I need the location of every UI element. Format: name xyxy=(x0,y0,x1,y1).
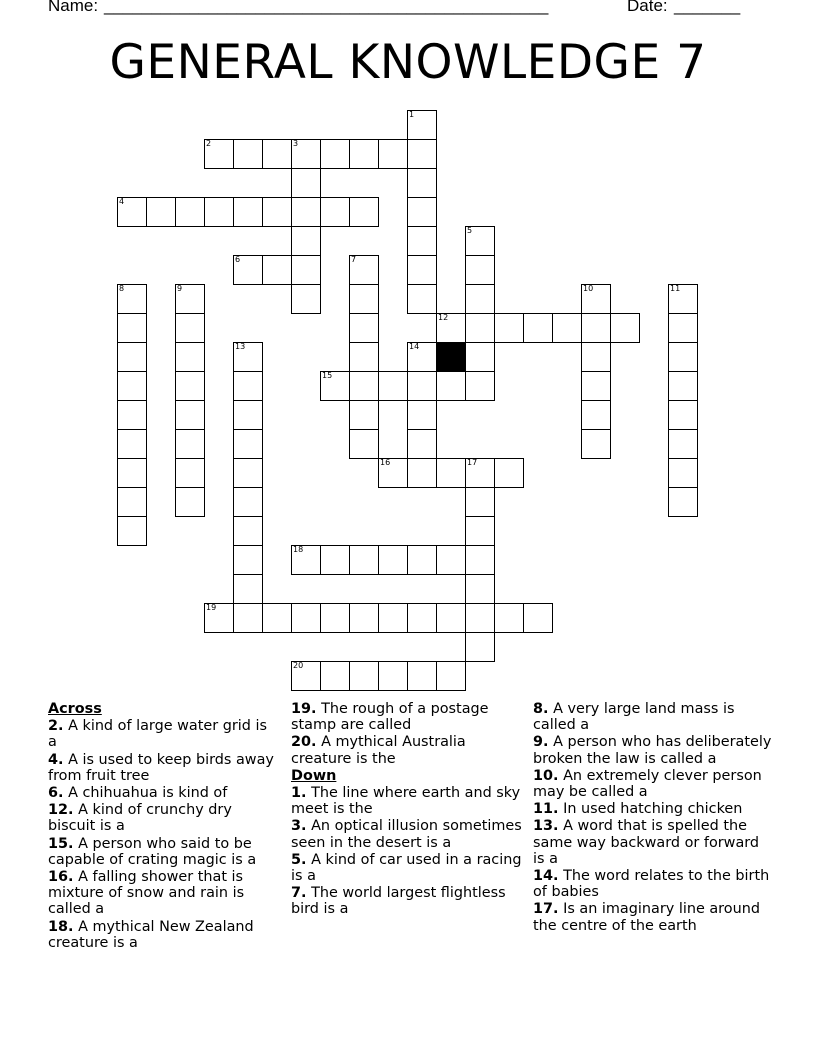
grid-cell[interactable] xyxy=(349,603,379,633)
grid-cell[interactable] xyxy=(407,371,437,401)
clue-down-3: 3. An optical illusion sometimes seen in the desert is a xyxy=(291,818,522,851)
clue-number: 12 xyxy=(438,313,449,322)
grid-cell[interactable] xyxy=(233,255,263,285)
grid-cell[interactable] xyxy=(204,139,234,169)
grid-cell[interactable] xyxy=(581,313,611,343)
grid-cell[interactable] xyxy=(494,313,524,343)
grid-cell[interactable] xyxy=(465,603,495,633)
clue-number: 16 xyxy=(380,458,391,467)
grid-cell[interactable] xyxy=(117,516,147,546)
grid-cell[interactable] xyxy=(349,197,379,227)
clue-down-13: 13. A word that is spelled the same way backward or forward is a xyxy=(533,818,760,867)
clue-down-1: 1. The line where earth and sky meet is the xyxy=(291,785,521,818)
grid-cell[interactable] xyxy=(668,371,698,401)
grid-cell[interactable] xyxy=(291,139,321,169)
grid-cell[interactable] xyxy=(204,197,234,227)
grid-cell[interactable] xyxy=(436,603,466,633)
across-heading: Across xyxy=(48,701,102,717)
clue-number: 5 xyxy=(467,226,473,235)
grid-cell[interactable] xyxy=(465,284,495,314)
clue-number: 15 xyxy=(322,371,333,380)
clues-column-1 xyxy=(48,700,276,951)
grid-cell[interactable] xyxy=(349,342,379,372)
grid-cell[interactable] xyxy=(233,574,263,604)
grid-cell[interactable] xyxy=(581,371,611,401)
page-title: GENERAL KNOWLEDGE 7 xyxy=(109,35,707,90)
clue-down-10: 10. An extremely clever person may be called a xyxy=(533,767,762,801)
grid-cell[interactable] xyxy=(233,603,263,633)
grid-cell[interactable] xyxy=(291,226,321,256)
grid-cell[interactable] xyxy=(320,197,350,227)
grid-cell[interactable] xyxy=(349,371,379,401)
grid-cell[interactable] xyxy=(465,487,495,517)
clue-number: 14 xyxy=(409,342,420,351)
grid-cell[interactable] xyxy=(523,603,553,633)
grid-cell[interactable] xyxy=(320,139,350,169)
grid-cell[interactable] xyxy=(378,139,408,169)
name-label: Name: xyxy=(48,0,99,15)
grid-cell[interactable] xyxy=(233,197,263,227)
grid-cell[interactable] xyxy=(407,458,437,488)
grid-cell[interactable] xyxy=(349,545,379,575)
grid-cell[interactable] xyxy=(407,255,437,285)
clue-down-8: 8. A very large land mass is called a xyxy=(533,701,735,734)
grid-cell[interactable] xyxy=(465,458,495,488)
clue-number: 1 xyxy=(409,110,415,119)
grid-cell[interactable] xyxy=(668,342,698,372)
date-label: Date: xyxy=(627,0,668,15)
grid-cell[interactable] xyxy=(117,197,147,227)
grid-cell[interactable] xyxy=(407,429,437,459)
grid-cell[interactable] xyxy=(465,313,495,343)
date-blank[interactable]: _______ xyxy=(674,0,741,15)
grid-cell[interactable] xyxy=(175,342,205,372)
grid-cell[interactable] xyxy=(262,197,292,227)
clue-number: 8 xyxy=(119,284,125,293)
grid-cell[interactable] xyxy=(494,458,524,488)
grid-cell[interactable] xyxy=(117,284,147,314)
grid-cell[interactable] xyxy=(204,603,234,633)
clue-number: 19 xyxy=(206,603,217,612)
grid-cell[interactable] xyxy=(465,255,495,285)
clue-across-19: 19. The rough of a postage stamp are called xyxy=(291,701,489,734)
grid-cell[interactable] xyxy=(668,284,698,314)
grid-cell[interactable] xyxy=(291,197,321,227)
grid-cell[interactable] xyxy=(117,371,147,401)
grid-cell[interactable] xyxy=(175,429,205,459)
grid-cell[interactable] xyxy=(349,139,379,169)
grid-cell[interactable] xyxy=(233,458,263,488)
grid-cell[interactable] xyxy=(233,139,263,169)
clue-across-2: 2. A kind of large water grid is a xyxy=(48,718,267,751)
grid-cell[interactable] xyxy=(175,313,205,343)
grid-cell[interactable] xyxy=(436,661,466,691)
grid-cell[interactable] xyxy=(378,661,408,691)
grid-cell[interactable] xyxy=(117,487,147,517)
grid-cell[interactable] xyxy=(407,197,437,227)
grid-cell[interactable] xyxy=(436,545,466,575)
clues-column-3 xyxy=(533,700,773,934)
clue-across-18: 18. A mythical New Zealand creature is a xyxy=(48,918,254,951)
clue-across-15: 15. A person who said to be capable of crating magic is a xyxy=(48,835,257,868)
clue-number: 11 xyxy=(670,284,681,293)
grid-cell[interactable] xyxy=(349,255,379,285)
clue-across-16: 16. A falling shower that is mixture of snow and rain is called a xyxy=(48,869,245,918)
grid-cell[interactable] xyxy=(378,371,408,401)
grid-cell[interactable] xyxy=(494,603,524,633)
grid-cell[interactable] xyxy=(407,168,437,198)
clue-number: 3 xyxy=(293,139,299,148)
grid-cell[interactable] xyxy=(291,284,321,314)
grid-cell[interactable] xyxy=(117,400,147,430)
clue-number: 18 xyxy=(293,545,304,554)
grid-cell[interactable] xyxy=(407,110,437,140)
grid-cell[interactable] xyxy=(407,400,437,430)
grid-cell[interactable] xyxy=(581,429,611,459)
grid-cell[interactable] xyxy=(117,458,147,488)
grid-cell[interactable] xyxy=(291,168,321,198)
grid-cell[interactable] xyxy=(175,197,205,227)
grid-cell[interactable] xyxy=(175,458,205,488)
clue-number: 4 xyxy=(119,197,125,206)
grid-cell[interactable] xyxy=(407,342,437,372)
grid-cell[interactable] xyxy=(523,313,553,343)
clue-number: 20 xyxy=(293,661,304,670)
grid-cell[interactable] xyxy=(610,313,640,343)
clue-number: 2 xyxy=(206,139,212,148)
grid-cell[interactable] xyxy=(175,284,205,314)
grid-cell[interactable] xyxy=(233,545,263,575)
grid-cell[interactable] xyxy=(233,342,263,372)
grid-cell[interactable] xyxy=(436,313,466,343)
grid-cell[interactable] xyxy=(465,226,495,256)
grid-cell[interactable] xyxy=(407,284,437,314)
grid-cell[interactable] xyxy=(117,313,147,343)
clue-down-9: 9. A person who has deliberately broken the law is called a xyxy=(533,734,772,767)
grid-cell[interactable] xyxy=(320,603,350,633)
clue-across-4: 4. A is used to keep birds away from fruit tree xyxy=(48,751,274,784)
grid-cell[interactable] xyxy=(291,545,321,575)
black-square xyxy=(436,342,466,372)
grid-cell[interactable] xyxy=(233,516,263,546)
grid-cell[interactable] xyxy=(320,545,350,575)
grid-cell[interactable] xyxy=(291,603,321,633)
grid-cell[interactable] xyxy=(349,661,379,691)
grid-cell[interactable] xyxy=(233,429,263,459)
name-blank[interactable]: _______________________________________________ xyxy=(104,0,549,15)
grid-cell[interactable] xyxy=(378,545,408,575)
grid-cell[interactable] xyxy=(262,603,292,633)
clue-number: 17 xyxy=(467,458,478,467)
clue-down-14: 14. The word relates to the birth of babies xyxy=(533,868,770,901)
grid-cell[interactable] xyxy=(407,603,437,633)
grid-cell[interactable] xyxy=(349,313,379,343)
grid-cell[interactable] xyxy=(407,661,437,691)
grid-cell[interactable] xyxy=(465,371,495,401)
clue-across-20: 20. A mythical Australia creature is the xyxy=(291,734,466,767)
clue-number: 7 xyxy=(351,255,357,264)
grid-cell[interactable] xyxy=(581,342,611,372)
grid-cell[interactable] xyxy=(291,661,321,691)
clues-column-2 xyxy=(291,700,527,918)
grid-cell[interactable] xyxy=(175,400,205,430)
clue-number: 6 xyxy=(235,255,241,264)
grid-cell[interactable] xyxy=(668,487,698,517)
grid-cell[interactable] xyxy=(262,255,292,285)
grid-cell[interactable] xyxy=(117,342,147,372)
grid-cell[interactable] xyxy=(233,487,263,517)
grid-cell[interactable] xyxy=(436,371,466,401)
grid-cell[interactable] xyxy=(668,458,698,488)
clue-down-5: 5. A kind of car used in a racing is a xyxy=(291,851,522,885)
grid-cell[interactable] xyxy=(378,458,408,488)
clue-number: 9 xyxy=(177,284,183,293)
clue-across-6: 6. A chihuahua is kind of xyxy=(48,785,228,802)
grid-cell[interactable] xyxy=(349,284,379,314)
grid-cell[interactable] xyxy=(581,284,611,314)
grid-cell[interactable] xyxy=(407,139,437,169)
grid-cell[interactable] xyxy=(349,400,379,430)
grid-cell[interactable] xyxy=(233,371,263,401)
clue-number: 10 xyxy=(583,284,594,293)
grid-cell[interactable] xyxy=(349,429,379,459)
grid-cell[interactable] xyxy=(233,400,263,430)
grid-cell[interactable] xyxy=(668,429,698,459)
grid-cell[interactable] xyxy=(291,255,321,285)
grid-cell[interactable] xyxy=(378,603,408,633)
grid-cell[interactable] xyxy=(668,313,698,343)
grid-cell[interactable] xyxy=(465,342,495,372)
grid-cell[interactable] xyxy=(552,313,582,343)
grid-cell[interactable] xyxy=(175,487,205,517)
grid-cell[interactable] xyxy=(465,574,495,604)
grid-cell[interactable] xyxy=(436,458,466,488)
grid-cell[interactable] xyxy=(262,139,292,169)
clue-across-12: 12. A kind of crunchy dry biscuit is a xyxy=(48,802,232,835)
grid-cell[interactable] xyxy=(175,371,205,401)
down-heading: Down xyxy=(291,767,337,784)
grid-cell[interactable] xyxy=(465,545,495,575)
grid-cell[interactable] xyxy=(117,429,147,459)
clue-down-11: 11. In used hatching chicken xyxy=(533,801,743,818)
grid-cell[interactable] xyxy=(407,226,437,256)
grid-cell[interactable] xyxy=(581,400,611,430)
grid-cell[interactable] xyxy=(320,371,350,401)
clue-down-7: 7. The world largest flightless bird is a xyxy=(291,885,506,918)
grid-cell[interactable] xyxy=(320,661,350,691)
grid-cell[interactable] xyxy=(146,197,176,227)
grid-cell[interactable] xyxy=(465,632,495,662)
clue-down-17: 17. Is an imaginary line around the centre of the earth xyxy=(533,901,760,934)
clue-number: 13 xyxy=(235,342,246,351)
grid-cell[interactable] xyxy=(465,516,495,546)
grid-cell[interactable] xyxy=(668,400,698,430)
grid-cell[interactable] xyxy=(407,545,437,575)
